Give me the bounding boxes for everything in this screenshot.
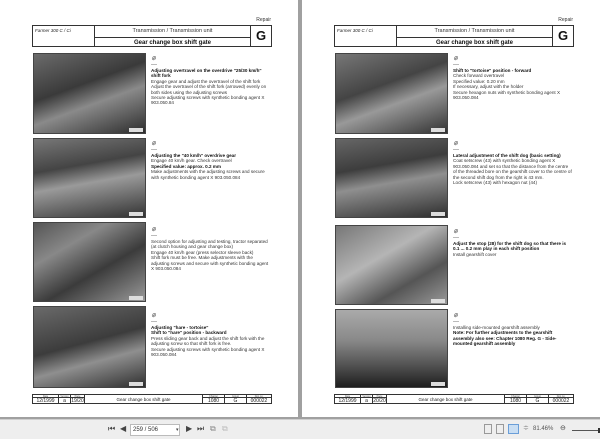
first-page-icon[interactable]: ⏮: [108, 424, 116, 433]
fit-width-icon[interactable]: ⧉: [222, 424, 228, 433]
step-text: Check forward overtravel: [453, 73, 505, 79]
date-label: Date: [33, 395, 58, 398]
page-header: [32, 25, 272, 47]
group-letter: G: [557, 28, 569, 43]
step-text: Make adjustments with the adjusting screws and secure with synthetic bonding agent X 903.050.084: [151, 169, 265, 180]
page-indicator: 259 / 506: [133, 427, 159, 433]
repair-label: Repair: [256, 17, 271, 23]
doc-label: Doc.no.: [549, 395, 573, 398]
instruction-block: [151, 142, 271, 180]
single-page-icon[interactable]: [484, 424, 492, 434]
tool-icon: ⊕: [151, 314, 157, 322]
step-text: Engage 40 km/h gear (press selector sleeve back): [151, 249, 254, 255]
zoom-out-icon[interactable]: ⊖: [560, 425, 566, 432]
step-text: Secure adjusting screws with synthetic bonding agent X 903.050.84: [151, 95, 265, 106]
model-name: Farmer 300 C / Ci: [33, 26, 95, 46]
instruction-block: [453, 230, 573, 257]
gearbox-photo: [33, 138, 146, 218]
zoom-level[interactable]: 81.46%: [533, 426, 554, 432]
chapter-label: Chapter: [505, 395, 526, 398]
spec-value: Specified value: approx. 0.2 mm: [151, 163, 221, 169]
page-19: [0, 0, 298, 417]
section-title: Transmission / Transmission unit: [434, 28, 515, 34]
step-heading: Adjust the stop (28) for the shift dog so that there is 0.1 ... 0.2 mm play in each shift position: [453, 241, 567, 252]
continuous-icon[interactable]: [496, 424, 504, 434]
page-value: 20/20: [373, 398, 386, 404]
chapter-label: Chapter: [203, 395, 224, 398]
instruction-block: [151, 228, 271, 271]
viewer-toolbar: [0, 419, 600, 439]
prev-page-icon[interactable]: ◀: [120, 424, 127, 433]
step-text: If necessary, adjust with the holder: [453, 84, 524, 90]
fit-page-icon[interactable]: ⧉: [210, 424, 216, 433]
step-heading: Shift to "tortoise" position - forward: [453, 68, 532, 73]
doc-value: 000022: [250, 398, 268, 404]
gearbox-photo: [335, 53, 448, 134]
two-page-icon[interactable]: [508, 424, 519, 434]
chapter-value: 1080: [509, 398, 522, 404]
group-letter: G: [255, 28, 267, 43]
step-text: Lock setscrew (43) with hexagon nut (44): [453, 180, 538, 186]
tool-icon: ⊕: [151, 142, 157, 150]
footer-title: Gear change box shift gate: [387, 395, 505, 403]
page-dropdown-icon[interactable]: ▾: [176, 427, 179, 433]
gearbox-photo: [335, 138, 448, 218]
scroll-icon[interactable]: ≑: [523, 425, 529, 432]
version-value: a: [365, 398, 368, 404]
page-label: Page: [373, 395, 386, 398]
gearbox-photo: [33, 222, 146, 302]
step-text: Secure adjusting screws with synthetic bonding agent X 903.050.084: [151, 346, 265, 358]
group-value: G: [233, 398, 238, 404]
instruction-block: [151, 314, 271, 357]
doc-value: 000022: [552, 398, 570, 404]
gearbox-photo: [33, 53, 146, 134]
version-label: Version: [60, 395, 69, 398]
step-text: Press sliding gear back and adjust the shift fork with the adjusting screw so that shift fork is free.: [151, 335, 265, 347]
note-text: Note: For further adjustments to the gearshift assembly also see: Chapter 1080 Reg. G - Side-mounted gearshift assembly: [453, 330, 557, 347]
gearbox-photo: [335, 225, 448, 305]
step-heading: Adjusting "hare - tortoise": [151, 325, 209, 330]
step-text: Engage gear and adjust the overtravel of the shift fork: [151, 78, 261, 84]
step-text: Engage 40 km/h gear. Check overtravel: [151, 158, 232, 164]
step-text: Adjust the overtravel of the shift fork (arrowed) evenly on both sides using the adjusting screws: [151, 84, 267, 95]
page-title: Gear change box shift gate: [397, 37, 552, 46]
tool-icon: ⊕: [151, 228, 157, 236]
page-footer: [334, 394, 574, 404]
instruction-block: [151, 57, 271, 106]
instruction-block: [453, 142, 573, 185]
page-label: Page: [71, 395, 84, 398]
model-name: Farmer 300 C / Ci: [335, 26, 397, 46]
date-value: 12/1999: [36, 398, 55, 404]
last-page-icon[interactable]: ⏭: [197, 424, 205, 433]
section-title: Transmission / Transmission unit: [132, 28, 213, 34]
step-text: Installing side-mounted gearshift assembly: [453, 325, 540, 330]
gearbox-photo: [33, 306, 146, 388]
page-footer: [32, 394, 272, 404]
instruction-block: [453, 314, 573, 347]
date-label: Date: [335, 395, 360, 398]
step-text: Specified value: 0.20 mm: [453, 78, 505, 84]
step-heading: Adjusting the "40 km/h" overdrive gear: [151, 153, 237, 158]
zoom-slider[interactable]: [572, 430, 600, 431]
group-label: Group: [225, 395, 246, 398]
step-text: Second option for adjusting and testing, tractor separated (at clutch housing and gear change box): [151, 239, 268, 250]
doc-label: Doc.no.: [247, 395, 271, 398]
tool-icon: ⊕: [453, 230, 459, 238]
step-text: Secure hexagon nuts with synthetic bonding agent X 903.050.084: [453, 89, 561, 101]
step-heading: Shift to "hare" position - backward: [151, 330, 227, 336]
chapter-value: 1080: [207, 398, 220, 404]
step-heading: Lateral adjustment of the shift dog (basic setting): [453, 153, 561, 158]
repair-label: Repair: [558, 17, 573, 23]
step-text: Shift fork must be free. Make adjustments with the adjusting screws and secure with synthetic bonding agent X 903.050.084: [151, 255, 269, 272]
page-number-input[interactable]: [130, 424, 180, 436]
date-value: 12/1999: [338, 398, 357, 404]
page-20: [302, 0, 600, 417]
gearbox-photo: [335, 309, 448, 388]
step-text: Install gearshift cover: [453, 251, 497, 257]
step-text: Coat setscrew (43) with synthetic bonding agent X 903.050.084 and set so that the distance from the centre of the threaded bore on the gearshift cover to the centre of the second shift dog from the right is 43 mm.: [453, 158, 572, 180]
next-page-icon[interactable]: ▶: [186, 424, 193, 433]
group-value: G: [535, 398, 540, 404]
version-label: Version: [362, 395, 371, 398]
page-title: Gear change box shift gate: [95, 37, 250, 46]
tool-icon: ⊕: [453, 57, 459, 65]
footer-title: Gear change box shift gate: [85, 395, 203, 403]
step-heading: Adjusting overtravel on the overdrive "25/30 km/h" shift fork: [151, 68, 262, 79]
version-value: a: [63, 398, 66, 404]
group-label: Group: [527, 395, 548, 398]
page-header: [334, 25, 574, 47]
tool-icon: ⊕: [453, 314, 459, 322]
tool-icon: ⊕: [453, 142, 459, 150]
tool-icon: ⊕: [151, 57, 157, 65]
instruction-block: [453, 57, 573, 100]
page-value: 19/20: [71, 398, 84, 404]
